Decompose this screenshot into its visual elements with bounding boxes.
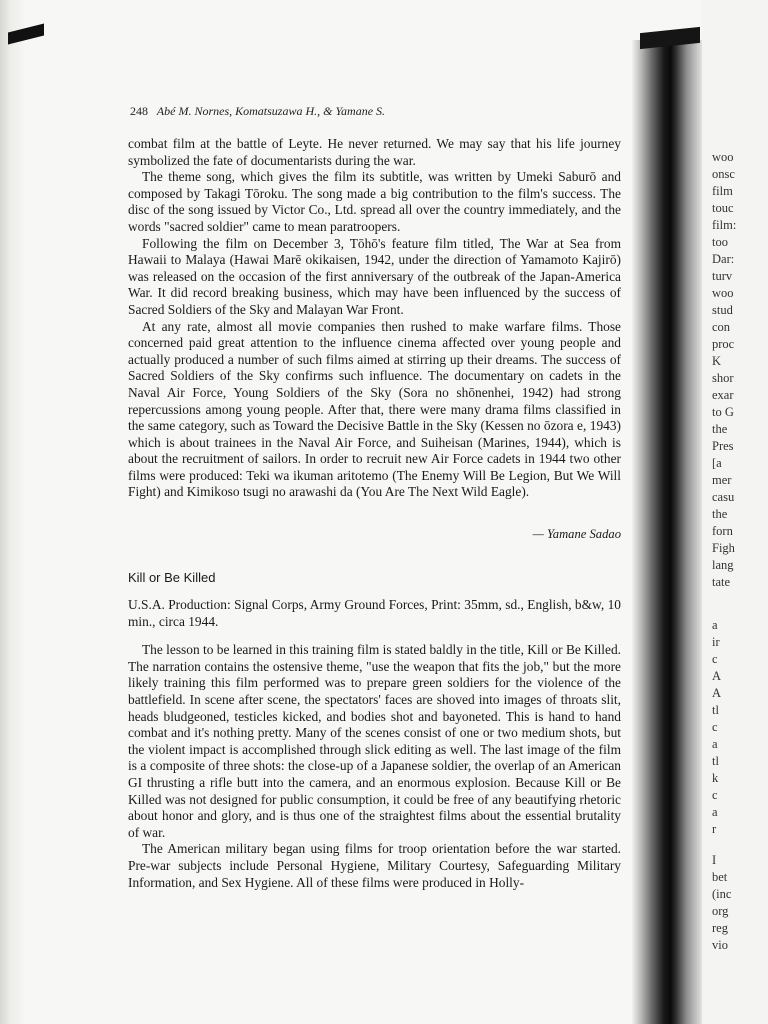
facing-page-fragment: film	[712, 184, 733, 198]
facing-page-fragment: A	[712, 669, 722, 683]
author-signature: — Yamane Sadao	[532, 527, 621, 542]
facing-page-fragment: org	[712, 904, 729, 918]
paragraph: The lesson to be learned in this training film is stated baldly in the title, Kill or Be Killed. The narration contains the ostensive theme, "use the weapon that fits the job," but the more likely training this film performed was to prepare green soldiers for the violence of the battlefield. In scene after scene, the spectators' faces are shoved into images of throats slit, heads bludgeoned, testicles kicked, and bodies shot and bayoneted. This is hand to hand combat and it's nothing pretty. Many of the scenes consist of one or two medium shots, but the violent impact is accomplished through slick editing as well. The last image of the film is a composite of three shots: the close-up of a Japanese soldier, the overlap of an American GI thrusting a rifle butt into the camera, and an enormous explosion. Because Kill or Be Killed was not designed for public consumption, it could be free of any beautifying rhetoric about honor and glory, and is thus one of the straightest films about the essential brutality of war.	[128, 642, 621, 840]
facing-page-fragment: a	[712, 737, 718, 751]
facing-page-fragment: con	[712, 320, 731, 334]
facing-page-fragment: too	[712, 235, 728, 249]
facing-page-fragment: stud	[712, 303, 733, 317]
facing-page-fragment: woo	[712, 286, 734, 300]
facing-page-fragment: forn	[712, 524, 733, 538]
facing-page-fragment: Figh	[712, 541, 735, 555]
paragraph: At any rate, almost all movie companies then rushed to make warfare films. Those concerned paid great attention to the influence cinema affected over young people and actually produced a number of such films aimed at stirring up their dreams. The success of Sacred Soldiers of the Sky confirms such influence. The documentary on cadets in the Naval Air Force, Young Soldiers of the Sky (Sora no shōnenhei, 1942) had strong repercussions among young people. After that, there were many drama films classified in the same category, such as Toward the Decisive Battle in the Sky (Kessen no ōzora e, 1943) which is about trainees in the Naval Air Force, and Suiheisan (Marines, 1944), which is about the recruitment of sailors. In order to recruit new Air Force cadets in 1944 two other films were produced: Teki wa ikuman aritotemo (The Enemy Will Be Legion, But We Will Fight) and Kimikoso tsugi no arawashi da (You Are The Next Wild Eagle).	[128, 318, 621, 500]
facing-page-fragment: k	[712, 771, 719, 785]
facing-page-fragment: [a	[712, 456, 722, 470]
facing-page-fragment: touc	[712, 201, 734, 215]
facing-page-fragment: film:	[712, 218, 737, 232]
facing-page-fragment: the	[712, 422, 728, 436]
paragraph: combat film at the battle of Leyte. He never returned. We may say that his life journey symbolized the fate of documentarists during the war.	[128, 136, 621, 168]
paragraph: Following the film on December 3, Tōhō's feature film titled, The War at Sea from Hawaii to Malaya (Hawai Marē okikaisen, 1942, under the direction of Yamamoto Kajirō) was released on the occasion of the first anniversary of the outbreak of the Japan-America War. It did record breaking business, which may have been influenced by the success of Sacred Soldiers of the Sky and Malayan War Front.	[128, 235, 621, 317]
facing-page-fragment: I	[712, 853, 717, 867]
facing-page-fragment: ir	[712, 635, 720, 649]
section-title: Kill or Be Killed	[128, 570, 216, 586]
facing-page-fragment: c	[712, 720, 718, 734]
running-head-authors: Abé M. Nornes, Komatsuzawa H., & Yamane S.	[156, 104, 386, 118]
page-number: 248	[130, 104, 148, 118]
scan-left-edge	[0, 0, 26, 1024]
film-credits: U.S.A. Production: Signal Corps, Army Ground Forces, Print: 35mm, sd., English, b&w, 10 min., circa 1944.	[128, 597, 621, 629]
facing-page-fragment: a	[712, 805, 718, 819]
facing-page-fragment: tl	[712, 703, 719, 717]
book-page	[128, 104, 621, 891]
facing-page-fragment: tl	[712, 754, 719, 768]
facing-page-fragment: A	[712, 686, 722, 700]
facing-page-fragment: K	[712, 354, 722, 368]
facing-page-fragment: mer	[712, 473, 732, 487]
facing-page-fragment: exar	[712, 388, 734, 402]
facing-page-fragment: turv	[712, 269, 733, 283]
facing-page-fragment: lang	[712, 558, 734, 572]
facing-page-fragment: Pres	[712, 439, 734, 453]
facing-page-fragment: c	[712, 788, 718, 802]
facing-page-fragment: onsc	[712, 167, 735, 181]
facing-page-fragment: Dar:	[712, 252, 735, 266]
facing-page-fragment: a	[712, 618, 718, 632]
facing-page-fragment: (inc	[712, 887, 732, 901]
facing-page-fragment: shor	[712, 371, 734, 385]
facing-page-fragment: proc	[712, 337, 735, 351]
paragraph: The theme song, which gives the film its subtitle, was written by Umeki Saburō and composed by Takagi Tōroku. The song made a big contribution to the film's success. The disc of the song issued by Victor Co., Ltd. spread all over the country immediately, and the words "sacred soldier" came to mean paratroopers.	[128, 169, 621, 234]
facing-page-fragment: tate	[712, 575, 731, 589]
facing-page-fragment: to G	[712, 405, 734, 419]
facing-page-fragment: woo	[712, 150, 734, 164]
facing-page-fragment: casu	[712, 490, 735, 504]
facing-page-fragment: r	[712, 822, 717, 836]
facing-page-fragment: reg	[712, 921, 728, 935]
facing-page-fragment: c	[712, 652, 718, 666]
facing-page-fragment: the	[712, 507, 728, 521]
facing-page-fragment: bet	[712, 870, 728, 884]
book-gutter-shadow	[632, 40, 702, 1024]
paragraph: The American military began using films for troop orientation before the war started. Pre-war subjects include Personal Hygiene, Military Courtesy, Safeguarding Military Information, and Sex Hygiene. All of these films were produced in Holly-	[128, 841, 621, 890]
facing-page-fragment: vio	[712, 938, 728, 952]
running-head	[130, 104, 621, 119]
